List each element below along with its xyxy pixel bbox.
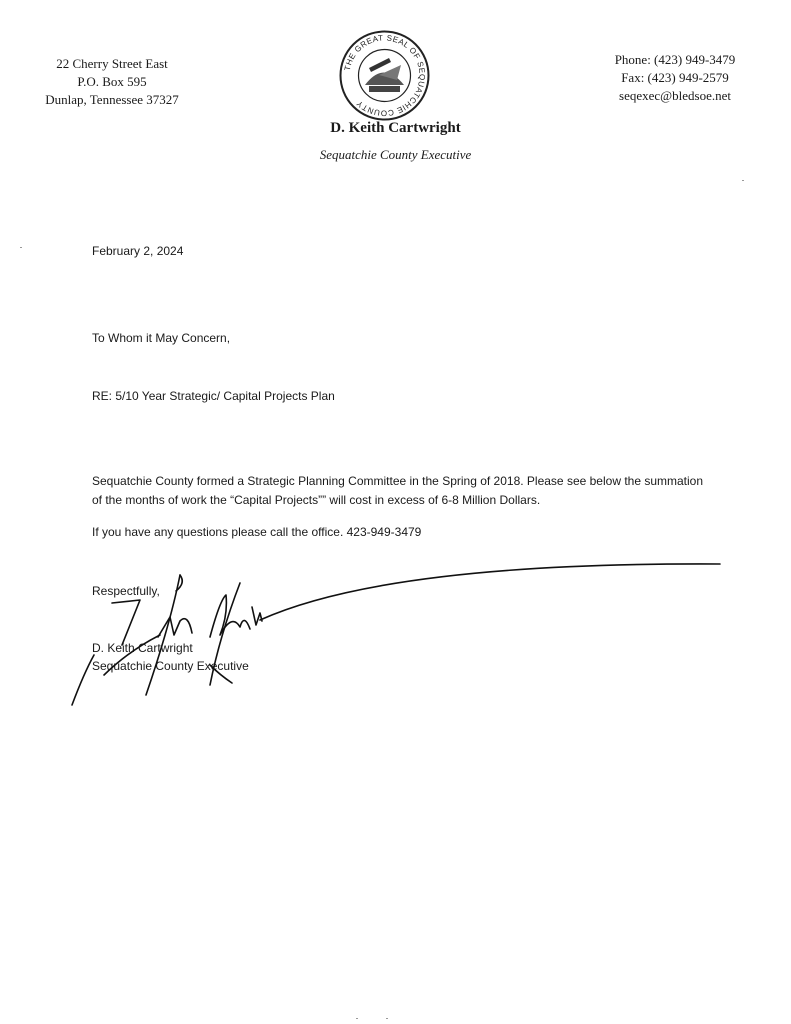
letterhead-contact xyxy=(585,51,765,105)
email-address: seqexec@bledsoe.net xyxy=(619,88,731,103)
address-line: Dunlap, Tennessee 37327 xyxy=(45,92,179,107)
address-line: P.O. Box 595 xyxy=(77,74,147,89)
letter-date: February 2, 2024 xyxy=(92,244,184,258)
scan-mark xyxy=(742,180,744,181)
letter-body-paragraph: Sequatchie County formed a Strategic Planning Committee in the Spring of 2018. Please see below the summation of the months of work the “Capital Projects”” will cost in excess of 6-8 Million Dollars. xyxy=(92,474,704,507)
letter-subject: RE: 5/10 Year Strategic/ Capital Projects Plan xyxy=(92,389,335,403)
signer-title: Sequatchie County Executive xyxy=(92,659,249,673)
executive-office: Sequatchie County Executive xyxy=(319,147,472,162)
executive-name: D. Keith Cartwright xyxy=(330,120,461,136)
letter-salutation: To Whom it May Concern, xyxy=(92,331,231,345)
signer-name: D. Keith Cartwright xyxy=(92,641,193,655)
letterhead-address xyxy=(32,55,192,109)
letter-questions-line: If you have any questions please call the office. 423-949-3479 xyxy=(92,525,422,539)
svg-text:THE GREAT SEAL OF SEQUATCHIE C: THE GREAT SEAL OF SEQUATCHIE COUNTY xyxy=(342,33,427,118)
scan-mark xyxy=(386,1018,388,1019)
handwritten-signature xyxy=(60,555,730,715)
scan-mark xyxy=(20,247,22,248)
letter-closing: Respectfully, xyxy=(92,584,160,598)
county-seal-icon xyxy=(339,30,430,121)
address-line: 22 Cherry Street East xyxy=(56,56,168,71)
phone-number: Phone: (423) 949-3479 xyxy=(614,52,736,67)
fax-number: Fax: (423) 949-2579 xyxy=(621,70,729,85)
scan-mark xyxy=(356,1018,358,1019)
